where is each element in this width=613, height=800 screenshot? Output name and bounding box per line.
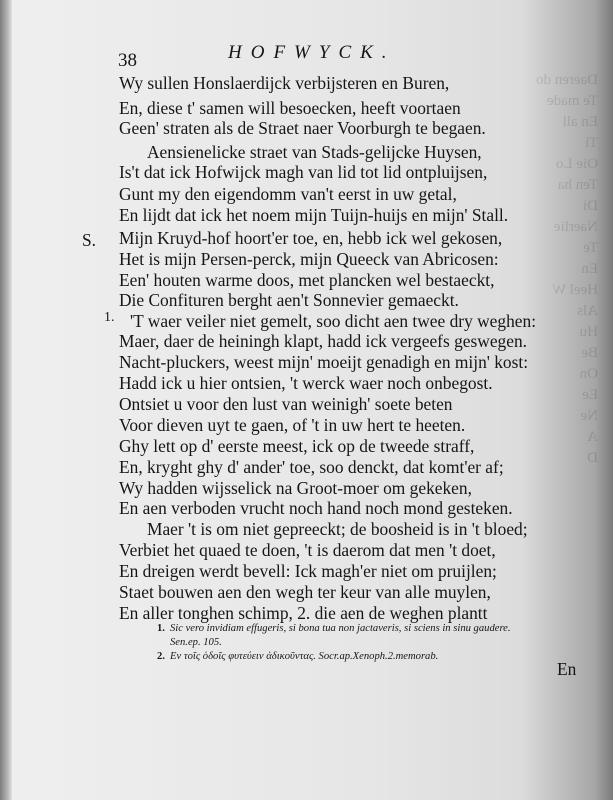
verse-line: Is't dat ick Hofwijck magh van lid tot lid ontpluijsen, bbox=[119, 162, 488, 182]
bleed-line: Be bbox=[581, 345, 598, 361]
bleed-line: Naerlie bbox=[553, 219, 598, 235]
bleed-line: Ee bbox=[582, 387, 598, 403]
bleed-line: Daeren do bbox=[535, 72, 598, 88]
verse-line: En lijdt dat ick het noem mijn Tuijn-huijs en mijn' Stall. bbox=[119, 205, 509, 225]
verse-line: Een' houten warme doos, met plancken wel bestaeckt, bbox=[119, 270, 495, 290]
verse-line: Hadd ick u hier ontsien, 't werck waer noch onbegost. bbox=[119, 373, 493, 393]
verse-line: Ontsiet u voor den lust van weinigh' soete beten bbox=[119, 394, 453, 414]
page-gutter-shadow bbox=[0, 0, 12, 800]
bleed-line: En all bbox=[562, 114, 598, 130]
bleed-line: Te bbox=[583, 240, 598, 256]
verse-line: Staet bouwen aen den wegh ter keur van alle muylen, bbox=[119, 582, 491, 602]
verse-line: Het is mijn Persen-perck, mijn Queeck van Abricosen: bbox=[119, 249, 499, 269]
verse-line: Nacht-pluckers, weest mijn' moeijt genadigh en mijn' kost: bbox=[119, 352, 529, 372]
bleed-through-text bbox=[518, 70, 598, 710]
verse-line: Voor dieven uyt te gaen, of 't in uw hert te heeten. bbox=[119, 415, 466, 435]
catchword: En bbox=[557, 659, 577, 679]
verse-line: Die Confituren berght aen't Sonnevier gemaeckt. bbox=[119, 290, 459, 310]
verse-line: En, diese t' samen will besoecken, heeft voortaen bbox=[119, 98, 461, 118]
footnote-number: 2. bbox=[157, 651, 165, 662]
running-title: HOFWYCK. bbox=[228, 42, 396, 63]
verse-line: En aen verboden vrucht noch hand noch mond gesteken. bbox=[119, 498, 513, 518]
bleed-line: D bbox=[587, 450, 598, 466]
verse-line: En dreigen werdt bevell: Ick magh'er niet om pruijlen; bbox=[119, 561, 497, 581]
bleed-line: On bbox=[579, 366, 598, 382]
footnote-text: Εν τοῖς ὁδοῖς φυτεύειν ἀδικοῦντας. Socr.ap.Xenoph.2.memorab. bbox=[170, 651, 439, 662]
margin-mark-1: 1. bbox=[104, 310, 115, 325]
verse-line: Aensienelicke straet van Stads-gelijcke Huysen, bbox=[147, 142, 482, 162]
bleed-line: Di bbox=[583, 198, 598, 214]
bleed-line: Hu bbox=[579, 324, 598, 340]
bleed-line: Te made bbox=[546, 93, 598, 109]
footnote-text: Sic vero invidiam effugeris, si bona tua non jactaveris, si sciens in sinu gaudere. bbox=[170, 623, 511, 634]
bleed-line: Als bbox=[577, 303, 598, 319]
verse-line: 'T waer veiler niet gemelt, soo dicht aen twee dry weghen: bbox=[130, 311, 537, 331]
page-number: 38 bbox=[118, 50, 137, 71]
verse-line: Ghy lett op d' eerste meest, ick op de tweede straff, bbox=[119, 436, 475, 456]
footnote-citation: Sen.ep. 105. bbox=[170, 637, 222, 648]
verse-line: Gunt my den eigendomm van't eerst in uw getal, bbox=[119, 184, 457, 204]
verse-line: Maer 't is om niet gepreeckt; de boosheid is in 't bloed; bbox=[147, 519, 528, 539]
verse-line: Verbiet het quaed te doen, 't is daerom dat men 't doet, bbox=[119, 540, 496, 560]
footnote-number: 1. bbox=[157, 623, 165, 634]
verse-line: En, kryght ghy d' ander' toe, soo denckt, dat komt'er af; bbox=[119, 457, 504, 477]
verse-line: Wy sullen Honslaerdijck verbijsteren en Buren, bbox=[119, 73, 450, 93]
bleed-line: Ten ha bbox=[557, 177, 598, 193]
verse-line: Wy hadden wijsselick na Groot-moer om gekeken, bbox=[119, 478, 472, 498]
verse-line: Maer, daer de heiningh klapt, hadd ick vergeefs geswegen. bbox=[119, 331, 527, 351]
margin-mark-s: S. bbox=[82, 230, 97, 250]
verse-line: En aller tonghen schimp, 2. die aen de weghen plantt bbox=[119, 603, 488, 623]
bleed-line: Ne bbox=[580, 408, 598, 424]
bleed-line: Ti bbox=[585, 135, 598, 151]
bleed-line: Heel W bbox=[552, 282, 598, 298]
bleed-line: Oie Lo bbox=[555, 156, 598, 172]
bleed-line: A bbox=[587, 429, 598, 445]
verse-line: Mijn Kruyd-hof hoort'er toe, en, hebb ick wel gekosen, bbox=[119, 228, 503, 248]
bleed-line: En bbox=[581, 261, 598, 277]
verse-line: Geen' straten als de Straet naer Voorburgh te begaen. bbox=[119, 118, 486, 138]
